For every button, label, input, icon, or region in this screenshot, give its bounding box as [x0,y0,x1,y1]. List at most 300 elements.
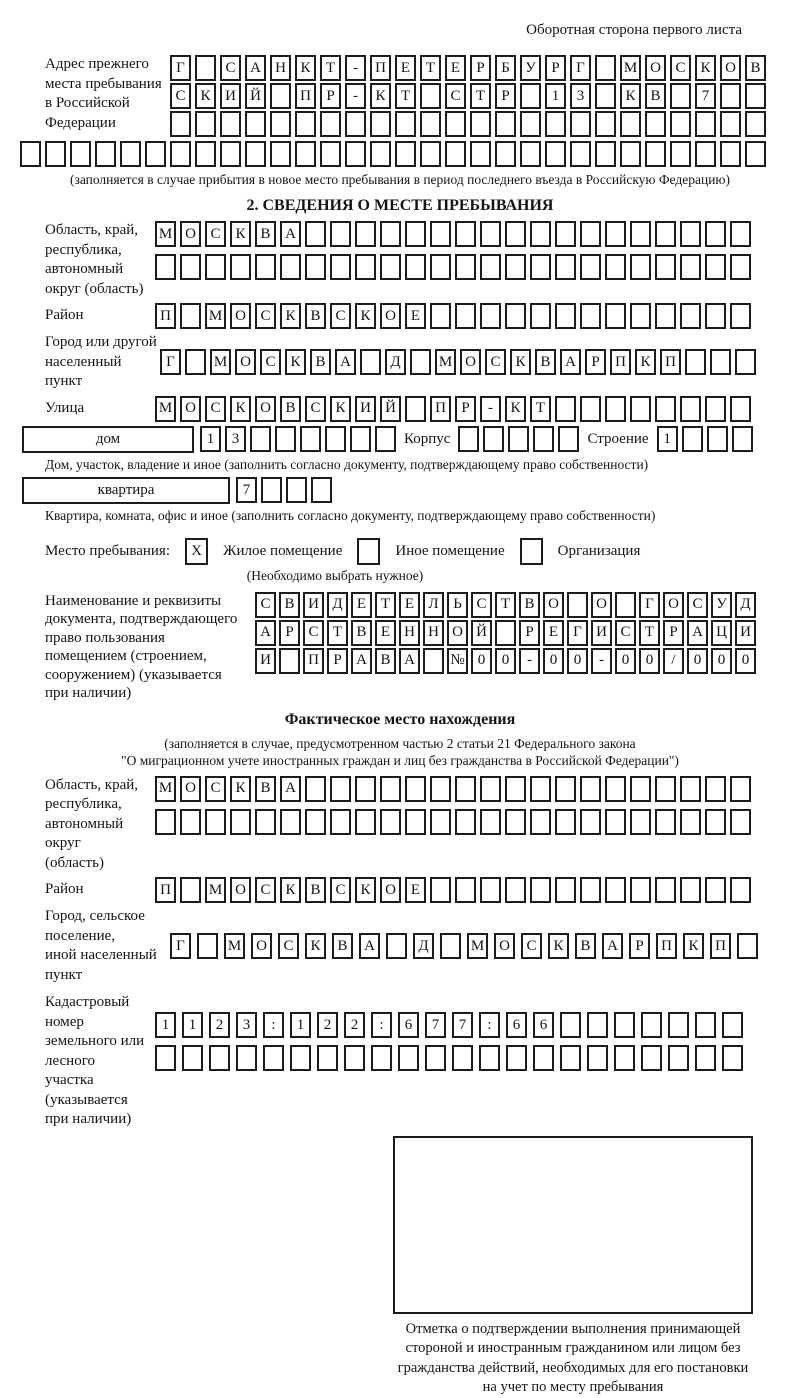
char-cell[interactable] [670,111,691,137]
char-cell[interactable] [745,83,766,109]
char-cell[interactable] [405,221,426,247]
char-cell[interactable]: 1 [200,426,221,452]
char-cell[interactable]: А [687,620,708,646]
char-cell[interactable]: 3 [225,426,246,452]
char-cell[interactable] [705,221,726,247]
char-cell[interactable] [737,933,758,959]
char-cell[interactable] [305,776,326,802]
char-cell[interactable] [205,809,226,835]
char-cell[interactable] [420,111,441,137]
char-cell[interactable] [620,111,641,137]
char-cell[interactable]: К [330,396,351,422]
char-cell[interactable] [680,776,701,802]
char-cell[interactable]: 6 [506,1012,527,1038]
char-cell[interactable]: 6 [398,1012,419,1038]
char-cell[interactable]: С [260,349,281,375]
char-cell[interactable] [70,141,91,167]
char-cell[interactable]: 2 [317,1012,338,1038]
char-cell[interactable]: С [615,620,636,646]
char-cell[interactable]: О [591,592,612,618]
char-cell[interactable] [587,1012,608,1038]
char-cell[interactable]: Г [170,55,191,81]
checkbox-other-premises[interactable] [357,538,380,565]
char-cell[interactable] [320,111,341,137]
char-cell[interactable]: К [510,349,531,375]
char-cell[interactable] [505,303,526,329]
char-cell[interactable]: О [230,303,251,329]
char-cell[interactable]: Д [413,933,434,959]
char-cell[interactable]: В [351,620,372,646]
char-cell[interactable]: О [230,877,251,903]
char-cell[interactable]: В [745,55,766,81]
char-cell[interactable] [483,426,504,452]
char-cell[interactable]: Р [663,620,684,646]
char-cell[interactable] [255,809,276,835]
char-cell[interactable] [710,349,731,375]
char-cell[interactable] [255,254,276,280]
char-cell[interactable] [395,141,416,167]
char-cell[interactable]: П [295,83,316,109]
apartment-box[interactable]: квартира [22,477,230,504]
char-cell[interactable] [380,254,401,280]
char-cell[interactable]: О [255,396,276,422]
char-cell[interactable]: О [460,349,481,375]
char-cell[interactable] [580,776,601,802]
char-cell[interactable]: О [645,55,666,81]
char-cell[interactable] [655,396,676,422]
char-cell[interactable] [398,1045,419,1071]
char-cell[interactable] [375,426,396,452]
char-cell[interactable]: С [471,592,492,618]
char-cell[interactable] [506,1045,527,1071]
char-cell[interactable] [705,776,726,802]
char-cell[interactable] [614,1012,635,1038]
char-cell[interactable]: О [180,396,201,422]
char-cell[interactable] [20,141,41,167]
char-cell[interactable] [735,349,756,375]
char-cell[interactable] [286,477,307,503]
char-cell[interactable]: М [205,877,226,903]
char-cell[interactable] [250,426,271,452]
char-cell[interactable] [245,111,266,137]
char-cell[interactable]: О [380,877,401,903]
char-cell[interactable] [458,426,479,452]
char-cell[interactable] [155,809,176,835]
char-cell[interactable] [495,141,516,167]
char-cell[interactable]: 0 [711,648,732,674]
char-cell[interactable]: В [645,83,666,109]
char-cell[interactable] [295,141,316,167]
char-cell[interactable] [722,1045,743,1071]
char-cell[interactable] [380,809,401,835]
char-cell[interactable] [420,83,441,109]
char-cell[interactable] [355,809,376,835]
char-cell[interactable] [655,254,676,280]
char-cell[interactable] [345,141,366,167]
char-cell[interactable] [305,221,326,247]
char-cell[interactable] [263,1045,284,1071]
char-cell[interactable] [430,809,451,835]
char-cell[interactable] [480,303,501,329]
char-cell[interactable] [445,111,466,137]
char-cell[interactable] [355,221,376,247]
char-cell[interactable]: 0 [735,648,756,674]
char-cell[interactable]: 0 [543,648,564,674]
char-cell[interactable] [705,254,726,280]
char-cell[interactable] [580,809,601,835]
char-cell[interactable] [505,254,526,280]
char-cell[interactable] [555,254,576,280]
char-cell[interactable] [370,111,391,137]
char-cell[interactable]: В [279,592,300,618]
char-cell[interactable] [630,877,651,903]
char-cell[interactable] [480,877,501,903]
char-cell[interactable] [595,141,616,167]
char-cell[interactable] [670,83,691,109]
char-cell[interactable] [630,221,651,247]
char-cell[interactable] [555,396,576,422]
char-cell[interactable] [682,426,703,452]
char-cell[interactable]: 1 [290,1012,311,1038]
char-cell[interactable]: К [355,877,376,903]
char-cell[interactable]: И [355,396,376,422]
char-cell[interactable] [205,254,226,280]
char-cell[interactable] [195,55,216,81]
char-cell[interactable]: А [359,933,380,959]
char-cell[interactable] [350,426,371,452]
char-cell[interactable] [668,1012,689,1038]
char-cell[interactable]: С [220,55,241,81]
char-cell[interactable]: А [399,648,420,674]
char-cell[interactable] [270,141,291,167]
char-cell[interactable]: Д [327,592,348,618]
char-cell[interactable] [45,141,66,167]
char-cell[interactable] [325,426,346,452]
char-cell[interactable] [445,141,466,167]
char-cell[interactable] [730,221,751,247]
char-cell[interactable] [180,303,201,329]
char-cell[interactable]: Т [420,55,441,81]
char-cell[interactable]: Е [445,55,466,81]
char-cell[interactable]: 2 [209,1012,230,1038]
char-cell[interactable] [275,426,296,452]
char-cell[interactable] [344,1045,365,1071]
char-cell[interactable] [405,396,426,422]
char-cell[interactable]: Р [629,933,650,959]
char-cell[interactable]: Д [385,349,406,375]
char-cell[interactable]: 0 [471,648,492,674]
char-cell[interactable]: 7 [236,477,257,503]
char-cell[interactable]: С [303,620,324,646]
char-cell[interactable] [380,221,401,247]
char-cell[interactable]: Т [320,55,341,81]
char-cell[interactable]: В [255,221,276,247]
char-cell[interactable] [580,221,601,247]
char-cell[interactable]: М [155,776,176,802]
char-cell[interactable] [305,809,326,835]
char-cell[interactable]: К [505,396,526,422]
char-cell[interactable]: П [155,303,176,329]
char-cell[interactable]: С [278,933,299,959]
char-cell[interactable]: К [683,933,704,959]
char-cell[interactable]: С [687,592,708,618]
char-cell[interactable] [236,1045,257,1071]
char-cell[interactable]: С [330,303,351,329]
char-cell[interactable]: Т [327,620,348,646]
char-cell[interactable]: Г [639,592,660,618]
char-cell[interactable] [720,141,741,167]
char-cell[interactable]: П [303,648,324,674]
char-cell[interactable] [630,396,651,422]
char-cell[interactable] [580,877,601,903]
char-cell[interactable]: 1 [545,83,566,109]
char-cell[interactable] [330,809,351,835]
char-cell[interactable]: О [251,933,272,959]
char-cell[interactable] [430,254,451,280]
char-cell[interactable]: В [535,349,556,375]
char-cell[interactable]: Й [380,396,401,422]
char-cell[interactable]: С [205,396,226,422]
char-cell[interactable] [567,592,588,618]
char-cell[interactable]: К [280,303,301,329]
char-cell[interactable]: С [670,55,691,81]
char-cell[interactable] [470,141,491,167]
char-cell[interactable] [555,809,576,835]
char-cell[interactable] [430,303,451,329]
char-cell[interactable]: Е [395,55,416,81]
char-cell[interactable]: К [305,933,326,959]
char-cell[interactable]: Т [470,83,491,109]
char-cell[interactable] [530,877,551,903]
char-cell[interactable] [555,221,576,247]
char-cell[interactable]: 6 [533,1012,554,1038]
char-cell[interactable] [155,1045,176,1071]
char-cell[interactable] [455,776,476,802]
char-cell[interactable]: М [155,221,176,247]
char-cell[interactable] [545,141,566,167]
char-cell[interactable] [345,111,366,137]
char-cell[interactable]: П [610,349,631,375]
char-cell[interactable] [695,141,716,167]
char-cell[interactable]: В [575,933,596,959]
char-cell[interactable] [423,648,444,674]
char-cell[interactable]: Л [423,592,444,618]
char-cell[interactable]: О [720,55,741,81]
char-cell[interactable] [655,303,676,329]
char-cell[interactable] [730,877,751,903]
char-cell[interactable] [720,111,741,137]
char-cell[interactable] [405,776,426,802]
char-cell[interactable]: И [591,620,612,646]
char-cell[interactable]: 0 [687,648,708,674]
char-cell[interactable] [261,477,282,503]
char-cell[interactable] [705,396,726,422]
char-cell[interactable]: Д [735,592,756,618]
char-cell[interactable] [630,809,651,835]
char-cell[interactable] [170,141,191,167]
char-cell[interactable] [305,254,326,280]
char-cell[interactable] [495,111,516,137]
char-cell[interactable]: О [543,592,564,618]
char-cell[interactable] [695,1012,716,1038]
char-cell[interactable]: С [255,303,276,329]
char-cell[interactable] [505,776,526,802]
char-cell[interactable]: М [205,303,226,329]
char-cell[interactable]: А [351,648,372,674]
char-cell[interactable]: 0 [615,648,636,674]
house-box[interactable]: дом [22,426,194,453]
char-cell[interactable] [430,877,451,903]
char-cell[interactable] [480,254,501,280]
char-cell[interactable]: : [371,1012,392,1038]
char-cell[interactable] [595,55,616,81]
char-cell[interactable] [680,396,701,422]
char-cell[interactable] [695,111,716,137]
char-cell[interactable] [580,303,601,329]
char-cell[interactable] [279,648,300,674]
char-cell[interactable]: Е [405,303,426,329]
char-cell[interactable]: В [375,648,396,674]
char-cell[interactable] [655,221,676,247]
char-cell[interactable]: / [663,648,684,674]
char-cell[interactable]: - [480,396,501,422]
char-cell[interactable]: М [467,933,488,959]
char-cell[interactable]: С [255,592,276,618]
char-cell[interactable]: К [548,933,569,959]
char-cell[interactable]: П [155,877,176,903]
char-cell[interactable]: С [521,933,542,959]
char-cell[interactable] [680,254,701,280]
char-cell[interactable]: О [235,349,256,375]
char-cell[interactable] [641,1012,662,1038]
char-cell[interactable]: 1 [657,426,678,452]
char-cell[interactable] [455,221,476,247]
char-cell[interactable]: Р [320,83,341,109]
char-cell[interactable] [371,1045,392,1071]
char-cell[interactable] [95,141,116,167]
char-cell[interactable]: Р [327,648,348,674]
char-cell[interactable] [530,809,551,835]
char-cell[interactable]: : [479,1012,500,1038]
char-cell[interactable] [720,83,741,109]
char-cell[interactable] [530,221,551,247]
char-cell[interactable] [533,426,554,452]
char-cell[interactable]: 0 [495,648,516,674]
char-cell[interactable]: - [519,648,540,674]
char-cell[interactable] [555,776,576,802]
char-cell[interactable]: И [255,648,276,674]
char-cell[interactable]: Й [245,83,266,109]
char-cell[interactable] [730,396,751,422]
char-cell[interactable] [452,1045,473,1071]
char-cell[interactable] [630,254,651,280]
char-cell[interactable]: Б [495,55,516,81]
char-cell[interactable]: Р [545,55,566,81]
char-cell[interactable]: О [663,592,684,618]
char-cell[interactable] [745,141,766,167]
char-cell[interactable] [455,254,476,280]
char-cell[interactable] [555,877,576,903]
char-cell[interactable]: К [230,221,251,247]
char-cell[interactable]: Р [585,349,606,375]
char-cell[interactable] [722,1012,743,1038]
char-cell[interactable] [420,141,441,167]
char-cell[interactable] [605,776,626,802]
char-cell[interactable]: Н [399,620,420,646]
char-cell[interactable] [440,933,461,959]
char-cell[interactable]: Т [375,592,396,618]
char-cell[interactable]: Г [170,933,191,959]
char-cell[interactable]: М [435,349,456,375]
char-cell[interactable] [605,254,626,280]
char-cell[interactable]: 3 [570,83,591,109]
char-cell[interactable] [705,877,726,903]
char-cell[interactable] [380,776,401,802]
char-cell[interactable]: Е [375,620,396,646]
char-cell[interactable] [570,141,591,167]
char-cell[interactable] [530,776,551,802]
char-cell[interactable] [580,396,601,422]
char-cell[interactable]: С [485,349,506,375]
char-cell[interactable]: 0 [567,648,588,674]
char-cell[interactable]: 3 [236,1012,257,1038]
char-cell[interactable] [455,303,476,329]
char-cell[interactable]: А [602,933,623,959]
char-cell[interactable] [230,809,251,835]
char-cell[interactable] [195,111,216,137]
char-cell[interactable]: 2 [344,1012,365,1038]
char-cell[interactable] [645,111,666,137]
char-cell[interactable]: К [195,83,216,109]
checkbox-dwelling[interactable]: X [185,538,208,565]
char-cell[interactable] [732,426,753,452]
char-cell[interactable] [530,303,551,329]
char-cell[interactable]: - [591,648,612,674]
char-cell[interactable] [180,254,201,280]
char-cell[interactable]: Н [270,55,291,81]
char-cell[interactable]: К [230,776,251,802]
char-cell[interactable]: К [355,303,376,329]
char-cell[interactable] [605,221,626,247]
char-cell[interactable] [470,111,491,137]
char-cell[interactable] [745,111,766,137]
char-cell[interactable] [170,111,191,137]
char-cell[interactable]: Р [455,396,476,422]
char-cell[interactable]: А [245,55,266,81]
char-cell[interactable] [595,111,616,137]
char-cell[interactable] [185,349,206,375]
char-cell[interactable] [455,809,476,835]
char-cell[interactable] [695,1045,716,1071]
checkbox-organization[interactable] [520,538,543,565]
char-cell[interactable]: Р [470,55,491,81]
char-cell[interactable] [587,1045,608,1071]
char-cell[interactable]: С [205,776,226,802]
char-cell[interactable] [220,141,241,167]
char-cell[interactable]: № [447,648,468,674]
char-cell[interactable] [480,809,501,835]
char-cell[interactable]: 0 [639,648,660,674]
char-cell[interactable] [560,1045,581,1071]
char-cell[interactable] [630,776,651,802]
char-cell[interactable]: Г [160,349,181,375]
char-cell[interactable]: О [447,620,468,646]
char-cell[interactable]: Т [495,592,516,618]
char-cell[interactable] [645,141,666,167]
char-cell[interactable] [330,776,351,802]
char-cell[interactable]: С [205,221,226,247]
char-cell[interactable]: К [620,83,641,109]
